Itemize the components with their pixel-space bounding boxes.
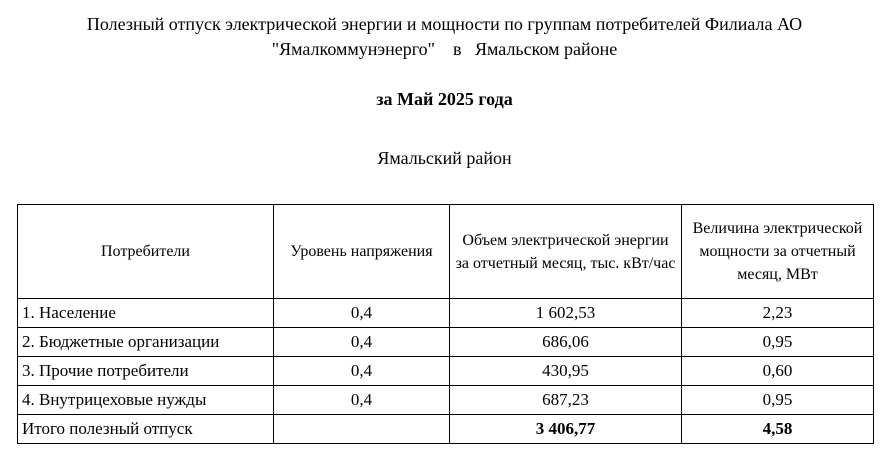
energy-cell: 1 602,53 — [450, 299, 682, 328]
total-label-cell: Итого полезный отпуск — [18, 415, 274, 444]
consumer-cell: 1. Население — [18, 299, 274, 328]
voltage-cell: 0,4 — [274, 328, 450, 357]
consumer-cell: 4. Внутрицеховые нужды — [18, 386, 274, 415]
power-cell: 0,60 — [682, 357, 874, 386]
table-row — [18, 357, 874, 386]
table-row — [18, 328, 874, 357]
consumption-table — [17, 204, 874, 444]
power-cell: 0,95 — [682, 328, 874, 357]
energy-cell: 687,23 — [450, 386, 682, 415]
column-header-power: Величина электрической мощности за отчетный месяц, МВт — [682, 205, 874, 299]
table-header-row — [18, 205, 874, 299]
total-power-cell: 4,58 — [682, 415, 874, 444]
report-period: за Май 2025 года — [376, 89, 513, 109]
power-cell: 0,95 — [682, 386, 874, 415]
document-title-line-1: Полезный отпуск электрической энергии и мощности по группам потребителей Филиала АО — [86, 14, 803, 34]
power-cell: 2,23 — [682, 299, 874, 328]
voltage-cell: 0,4 — [274, 357, 450, 386]
document-title-line-2: "Ямалкоммунэнерго" в Ямальском районе — [271, 39, 618, 59]
consumer-cell: 3. Прочие потребители — [18, 357, 274, 386]
energy-cell: 430,95 — [450, 357, 682, 386]
total-energy-cell: 3 406,77 — [450, 415, 682, 444]
voltage-cell: 0,4 — [274, 386, 450, 415]
energy-cell: 686,06 — [450, 328, 682, 357]
district-name: Ямальский район — [377, 148, 512, 168]
column-header-energy: Объем электрической энергии за отчетный месяц, тыс. кВт/час — [450, 205, 682, 299]
column-header-voltage: Уровень напряжения — [274, 205, 450, 299]
table-row — [18, 386, 874, 415]
voltage-cell: 0,4 — [274, 299, 450, 328]
column-header-consumers: Потребители — [18, 205, 274, 299]
consumer-cell: 2. Бюджетные организации — [18, 328, 274, 357]
total-row — [18, 415, 874, 444]
table-row — [18, 299, 874, 328]
total-voltage-cell — [274, 415, 450, 444]
